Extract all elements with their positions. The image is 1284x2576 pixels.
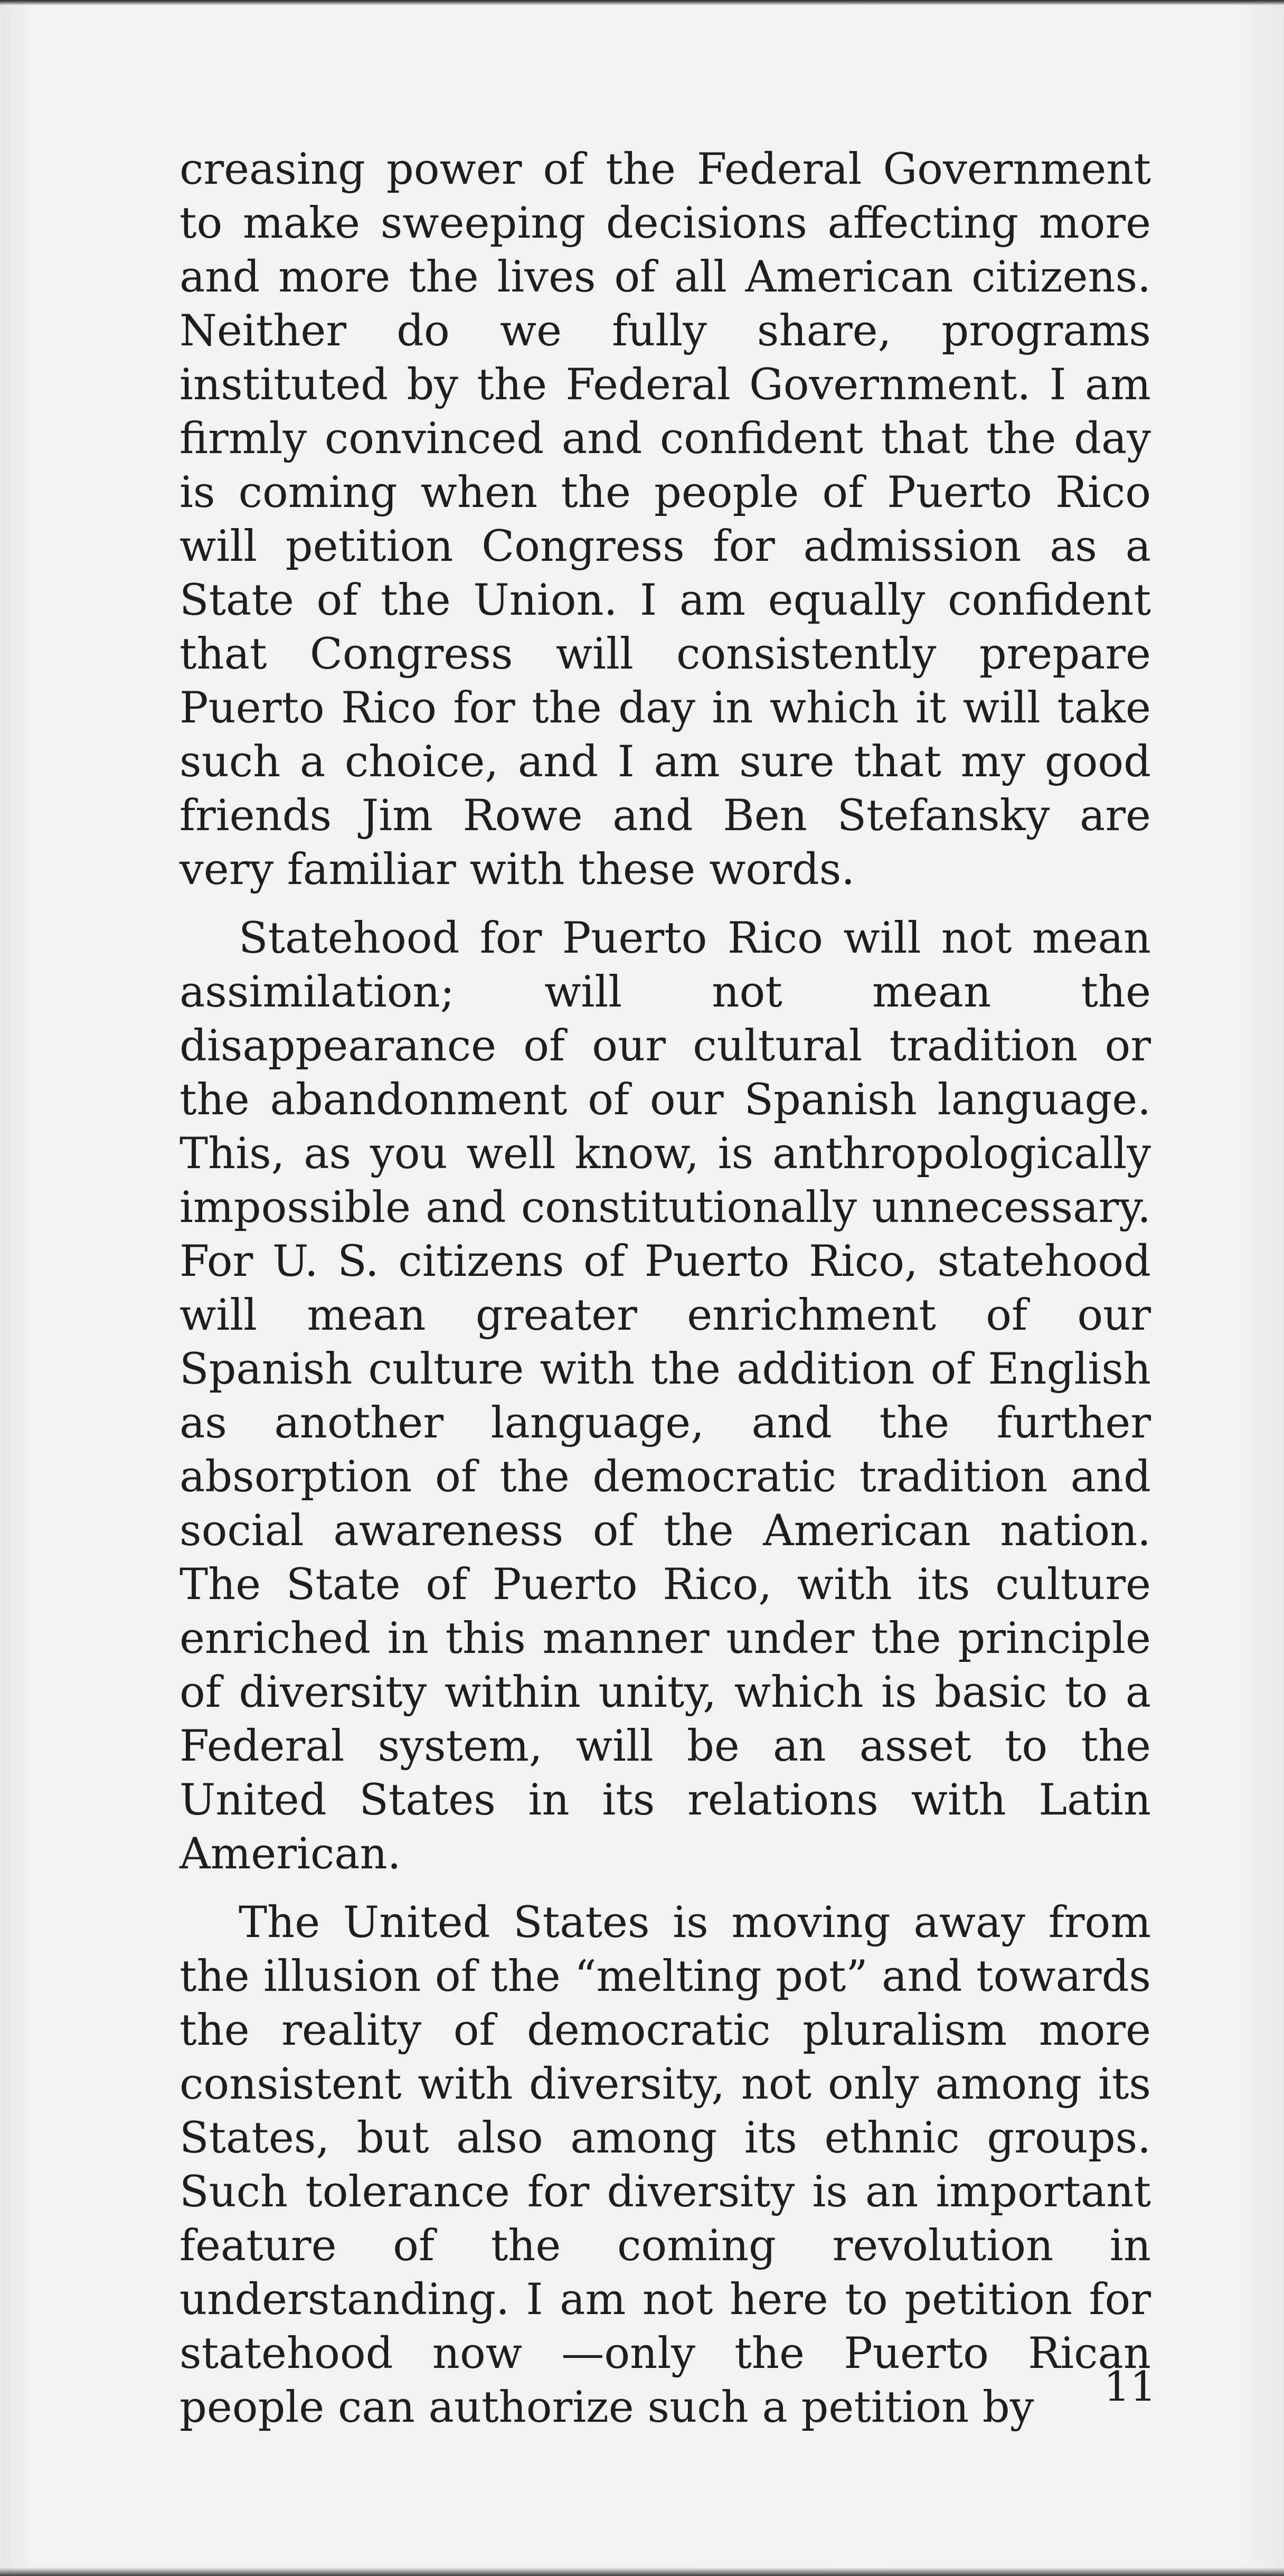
body-text [180,143,1151,2434]
scan-bottom-edge [0,2568,1284,2576]
paragraph-2: Statehood for Puerto Rico will not mean assimilation; will not mean the disappearance of our cultural tradition or the abandonment of our Spanish language. This, as you well know, is anthropologically impossible and constitutionally unnecessary. For U. S. citizens of Puerto Rico, statehood will mean greater enrichment of our Spanish culture with the addition of English as another language, and the further absorption of the democratic tradition and social awareness of the American nation. The State of Puerto Rico, with its culture enriched in this manner under the principle of diversity within unity, which is basic to a Federal system, will be an asset to the United States in its relations with Latin American. [180,914,1151,1879]
page-number: 11 [1103,2363,1156,2411]
paragraph-3: The United States is moving away from the illusion of the “melting pot” and towards the reality of democratic pluralism more consistent with diversity, not only among its States, but also among its ethnic groups. Such tolerance for diversity is an important feature of the coming revolution in understanding. I am not here to petition for statehood now —only the Puerto Rican people can authorize such a petition by [180,1898,1151,2432]
scan-top-edge [0,0,1284,5]
paragraph-1: creasing power of the Federal Government to make sweeping decisions affecting more and more the lives of all American citizens. Neither do we fully share, programs instituted by the Federal Government. I am firmly convinced and confident that the day is coming when the people of Puerto Rico will petition Congress for admission as a State of the Union. I am equally confident that Congress will consistently prepare Puerto Rico for the day in which it will take such a choice, and I am sure that my good friends Jim Rowe and Ben Stefansky are very familiar with these words. [180,145,1151,895]
